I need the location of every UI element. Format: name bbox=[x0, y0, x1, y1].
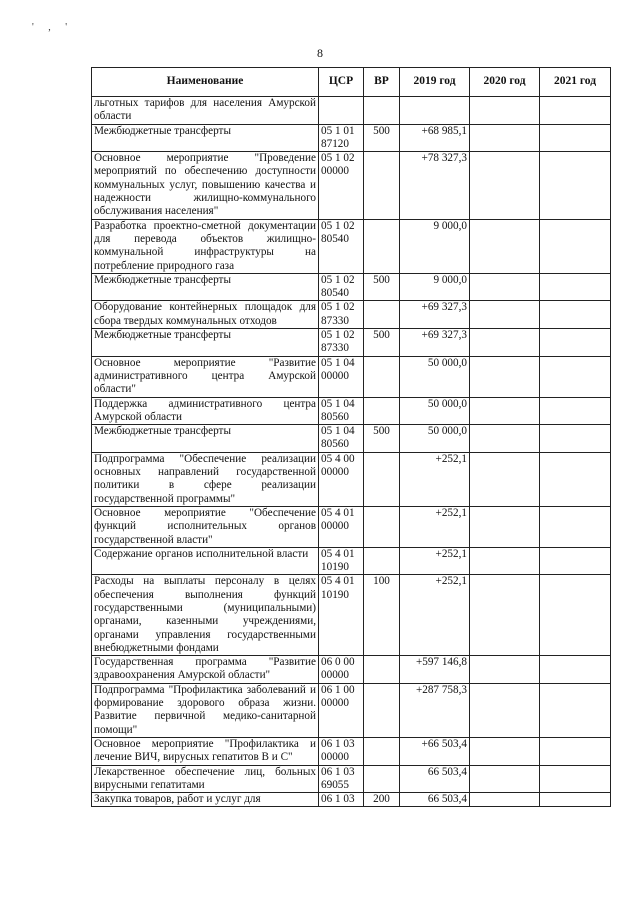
cell-2021 bbox=[540, 219, 611, 273]
cell-2020 bbox=[470, 547, 540, 575]
cell-2020 bbox=[470, 329, 540, 357]
cell-name: Основное мероприятие "Обеспечение функций исполнительных органов государственной власти" bbox=[92, 506, 319, 547]
cell-name: Основное мероприятие "Развитие административного центра Амурской области" bbox=[92, 356, 319, 397]
cell-name: льготных тарифов для населения Амурской области bbox=[92, 97, 319, 125]
cell-2021 bbox=[540, 273, 611, 301]
cell-vr bbox=[364, 452, 400, 506]
cell-2021 bbox=[540, 506, 611, 547]
cell-2020 bbox=[470, 765, 540, 793]
cell-name: Лекарственное обеспечение лиц, больных вирусными гепатитами bbox=[92, 765, 319, 793]
table-row bbox=[92, 219, 611, 273]
table-row bbox=[92, 575, 611, 656]
header-row bbox=[92, 68, 611, 97]
cell-2021 bbox=[540, 793, 611, 807]
cell-vr bbox=[364, 397, 400, 425]
cell-name: Закупка товаров, работ и услуг для bbox=[92, 793, 319, 807]
cell-2021 bbox=[540, 737, 611, 765]
cell-name: Поддержка административного центра Амурской области bbox=[92, 397, 319, 425]
cell-name: Межбюджетные трансферты bbox=[92, 124, 319, 152]
cell-name: Межбюджетные трансферты bbox=[92, 425, 319, 453]
cell-name: Расходы на выплаты персоналу в целях обеспечения выполнения функций государственными (муниципальными) органами, казенными учреждениями, органами управления государственными внебюджетными фондами bbox=[92, 575, 319, 656]
table-row bbox=[92, 329, 611, 357]
cell-vr bbox=[364, 219, 400, 273]
cell-vr: 500 bbox=[364, 425, 400, 453]
header-vr: ВР bbox=[364, 68, 400, 97]
cell-2019: 66 503,4 bbox=[400, 793, 470, 807]
cell-name: Основное мероприятие "Профилактика и лечение ВИЧ, вирусных гепатитов В и С" bbox=[92, 737, 319, 765]
cell-csr: 05 1 04 80560 bbox=[319, 425, 364, 453]
cell-csr: 05 1 02 00000 bbox=[319, 152, 364, 219]
cell-csr: 05 4 01 10190 bbox=[319, 547, 364, 575]
cell-csr: 06 1 00 00000 bbox=[319, 683, 364, 737]
cell-vr bbox=[364, 737, 400, 765]
table-row bbox=[92, 683, 611, 737]
cell-vr bbox=[364, 547, 400, 575]
cell-2019: +66 503,4 bbox=[400, 737, 470, 765]
cell-2021 bbox=[540, 547, 611, 575]
cell-2019 bbox=[400, 97, 470, 125]
cell-name: Основное мероприятие "Проведение мероприятий по обеспечению доступности коммунальных услуг, повышению качества и надежности жилищно-коммунального обслуживания населения" bbox=[92, 152, 319, 219]
cell-2021 bbox=[540, 765, 611, 793]
header-2021: 2021 год bbox=[540, 68, 611, 97]
table-row bbox=[92, 737, 611, 765]
cell-name: Подпрограмма "Профилактика заболеваний и формирование здорового образа жизни. Развитие первичной медико-санитарной помощи" bbox=[92, 683, 319, 737]
table-row bbox=[92, 124, 611, 152]
cell-2019: +252,1 bbox=[400, 575, 470, 656]
cell-2020 bbox=[470, 152, 540, 219]
cell-vr bbox=[364, 356, 400, 397]
cell-2020 bbox=[470, 219, 540, 273]
cell-csr: 05 4 01 10190 bbox=[319, 575, 364, 656]
cell-vr: 500 bbox=[364, 124, 400, 152]
cell-2019: +287 758,3 bbox=[400, 683, 470, 737]
cell-2020 bbox=[470, 506, 540, 547]
header-2020: 2020 год bbox=[470, 68, 540, 97]
cell-2019: +69 327,3 bbox=[400, 301, 470, 329]
cell-name: Государственная программа "Развитие здравоохранения Амурской области" bbox=[92, 656, 319, 684]
cell-2021 bbox=[540, 97, 611, 125]
cell-csr: 06 1 03 bbox=[319, 793, 364, 807]
cell-2019: 50 000,0 bbox=[400, 356, 470, 397]
cell-2019: 50 000,0 bbox=[400, 397, 470, 425]
cell-2020 bbox=[470, 356, 540, 397]
cell-vr bbox=[364, 683, 400, 737]
cell-vr bbox=[364, 301, 400, 329]
cell-2020 bbox=[470, 97, 540, 125]
cell-csr: 06 1 03 00000 bbox=[319, 737, 364, 765]
cell-vr bbox=[364, 656, 400, 684]
cell-csr: 05 1 02 80540 bbox=[319, 219, 364, 273]
table-row bbox=[92, 656, 611, 684]
cell-2020 bbox=[470, 301, 540, 329]
cell-2021 bbox=[540, 656, 611, 684]
cell-2019: +252,1 bbox=[400, 547, 470, 575]
cell-2020 bbox=[470, 793, 540, 807]
cell-csr: 05 1 02 80540 bbox=[319, 273, 364, 301]
cell-2021 bbox=[540, 575, 611, 656]
table-body bbox=[92, 97, 611, 807]
cell-name: Межбюджетные трансферты bbox=[92, 273, 319, 301]
cell-2020 bbox=[470, 452, 540, 506]
cell-2019: 50 000,0 bbox=[400, 425, 470, 453]
table-row bbox=[92, 452, 611, 506]
cell-csr bbox=[319, 97, 364, 125]
cell-vr: 200 bbox=[364, 793, 400, 807]
cell-2020 bbox=[470, 575, 540, 656]
cell-csr: 06 0 00 00000 bbox=[319, 656, 364, 684]
header-csr: ЦСР bbox=[319, 68, 364, 97]
cell-2020 bbox=[470, 737, 540, 765]
cell-2019: +252,1 bbox=[400, 452, 470, 506]
cell-vr bbox=[364, 506, 400, 547]
cell-2019: +68 985,1 bbox=[400, 124, 470, 152]
header-2019: 2019 год bbox=[400, 68, 470, 97]
cell-2019: +78 327,3 bbox=[400, 152, 470, 219]
cell-2020 bbox=[470, 683, 540, 737]
cell-2019: 66 503,4 bbox=[400, 765, 470, 793]
cell-vr: 500 bbox=[364, 273, 400, 301]
table-row bbox=[92, 397, 611, 425]
cell-2020 bbox=[470, 273, 540, 301]
scan-marks: ' , ' bbox=[32, 22, 74, 33]
cell-vr: 100 bbox=[364, 575, 400, 656]
cell-vr bbox=[364, 97, 400, 125]
cell-name: Оборудование контейнерных площадок для сбора твердых коммунальных отходов bbox=[92, 301, 319, 329]
header-name: Наименование bbox=[92, 68, 319, 97]
cell-csr: 05 1 04 00000 bbox=[319, 356, 364, 397]
cell-2020 bbox=[470, 656, 540, 684]
cell-csr: 05 4 00 00000 bbox=[319, 452, 364, 506]
cell-2021 bbox=[540, 124, 611, 152]
cell-name: Межбюджетные трансферты bbox=[92, 329, 319, 357]
cell-2019: 9 000,0 bbox=[400, 219, 470, 273]
table-row bbox=[92, 425, 611, 453]
cell-2019: +597 146,8 bbox=[400, 656, 470, 684]
cell-2021 bbox=[540, 356, 611, 397]
cell-vr bbox=[364, 765, 400, 793]
cell-2021 bbox=[540, 301, 611, 329]
table-row bbox=[92, 765, 611, 793]
table-row bbox=[92, 547, 611, 575]
table-row bbox=[92, 273, 611, 301]
budget-table bbox=[91, 67, 611, 807]
table-row bbox=[92, 793, 611, 807]
cell-2021 bbox=[540, 683, 611, 737]
cell-2021 bbox=[540, 425, 611, 453]
cell-csr: 05 1 01 87120 bbox=[319, 124, 364, 152]
cell-csr: 05 4 01 00000 bbox=[319, 506, 364, 547]
cell-2020 bbox=[470, 124, 540, 152]
table-row bbox=[92, 356, 611, 397]
cell-vr bbox=[364, 152, 400, 219]
cell-2021 bbox=[540, 152, 611, 219]
cell-vr: 500 bbox=[364, 329, 400, 357]
cell-name: Разработка проектно-сметной документации для перевода объектов жилищно-коммунальной инфраструктуры на потребление природного газа bbox=[92, 219, 319, 273]
cell-csr: 05 1 02 87330 bbox=[319, 329, 364, 357]
cell-2019: 9 000,0 bbox=[400, 273, 470, 301]
table-row bbox=[92, 97, 611, 125]
table-row bbox=[92, 301, 611, 329]
cell-csr: 05 1 04 80560 bbox=[319, 397, 364, 425]
cell-name: Содержание органов исполнительной власти bbox=[92, 547, 319, 575]
cell-2019: +252,1 bbox=[400, 506, 470, 547]
cell-2020 bbox=[470, 425, 540, 453]
page-number: 8 bbox=[317, 46, 323, 60]
cell-2020 bbox=[470, 397, 540, 425]
cell-name: Подпрограмма "Обеспечение реализации основных направлений государственной политики в сфере реализации государственной программы" bbox=[92, 452, 319, 506]
cell-csr: 05 1 02 87330 bbox=[319, 301, 364, 329]
cell-2021 bbox=[540, 397, 611, 425]
cell-2021 bbox=[540, 452, 611, 506]
table-row bbox=[92, 506, 611, 547]
table-row bbox=[92, 152, 611, 219]
cell-2019: +69 327,3 bbox=[400, 329, 470, 357]
cell-2021 bbox=[540, 329, 611, 357]
cell-csr: 06 1 03 69055 bbox=[319, 765, 364, 793]
